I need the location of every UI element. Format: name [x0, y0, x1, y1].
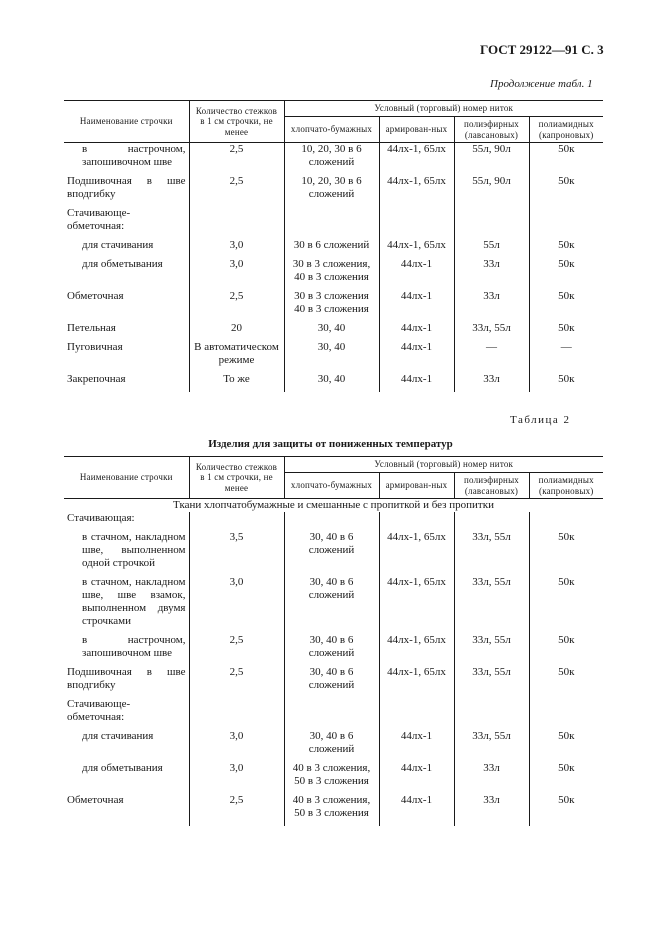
cell-polyester [454, 512, 529, 525]
cell-armored: 44лх-1, 65лх [379, 143, 454, 170]
cell-cotton: 30, 40 в 6 сложений [284, 576, 379, 628]
table-row [64, 576, 603, 628]
cell-armored [379, 207, 454, 233]
cell-armored: 44лх-1, 65лх [379, 666, 454, 692]
table-2-section-heading: Ткани хлопчатобумажные и смешанные с пропиткой и без пропитки [173, 499, 494, 512]
table-row [64, 634, 603, 660]
cell-cotton [284, 512, 379, 525]
cell-stitches: 3,0 [189, 762, 284, 788]
cell-polyamide: 50к [529, 730, 603, 756]
cell-armored: 44лх-1 [379, 322, 454, 335]
cell-armored: 44лх-1, 65лх [379, 239, 454, 252]
cell-polyester: 55л, 90л [454, 175, 529, 201]
cell-polyester: 33л [454, 794, 529, 820]
cell-polyester: 33л [454, 290, 529, 316]
cell-polyamide: 50к [529, 175, 603, 201]
cell-stitches: 3,0 [189, 576, 284, 628]
thread-table-2 [64, 456, 603, 826]
cell-stitches [189, 512, 284, 525]
cell-name: для обметывания [82, 258, 163, 271]
cell-stitches: 2,5 [189, 290, 284, 316]
cell-cotton: 40 в 3 сложения, 50 в 3 сложения [284, 762, 379, 788]
table-row [64, 730, 603, 756]
cell-name: Подшивочная в шве вподгибку [67, 175, 186, 201]
table-2-label: Таблица 2 [510, 414, 571, 426]
cell-polyamide: 50к [529, 373, 603, 386]
cell-polyamide [529, 698, 603, 724]
cell-polyamide: 50к [529, 634, 603, 660]
cell-armored [379, 512, 454, 525]
cell-cotton: 30, 40 в 6 сложений [284, 666, 379, 692]
cell-polyamide: 50к [529, 531, 603, 570]
header-polyamide: полиамидных (капроновых) [529, 472, 603, 499]
cell-polyamide: 50к [529, 794, 603, 820]
cell-armored: 44лх-1 [379, 373, 454, 386]
cell-polyamide: 50к [529, 666, 603, 692]
cell-stitches: 2,5 [189, 666, 284, 692]
cell-name: Стачивающая: [67, 512, 135, 525]
cell-armored: 44лх-1, 65лх [379, 175, 454, 201]
cell-polyester [454, 698, 529, 724]
cell-armored: 44лх-1 [379, 258, 454, 284]
cell-name: Подшивочная в шве вподгибку [67, 666, 186, 692]
cell-polyamide [529, 512, 603, 525]
cell-name: в настрочном, запошивочном шве [82, 143, 186, 169]
cell-cotton: 10, 20, 30 в 6 сложений [284, 143, 379, 170]
cell-stitches: В автоматическом режиме [189, 341, 284, 367]
cell-armored: 44лх-1 [379, 290, 454, 316]
header-stitches: Количество стежков в 1 см строчки, не менее [189, 101, 284, 143]
cell-name: в стачном, накладном шве, шве взамок, выполненном двумя строчками [82, 576, 186, 628]
cell-polyamide: 50к [529, 762, 603, 788]
cell-stitches: 2,5 [189, 143, 284, 170]
table-row [64, 666, 603, 692]
cell-cotton: 30, 40 [284, 341, 379, 367]
table-row [64, 762, 603, 788]
cell-armored: 44лх-1, 65лх [379, 531, 454, 570]
header-armored: армирован-ных [379, 472, 454, 499]
cell-polyamide [529, 207, 603, 233]
cell-polyamide: 50к [529, 143, 603, 170]
header-polyester: полиэфирных (лавсановых) [454, 116, 529, 143]
header-name: Наименование строчки [64, 101, 189, 143]
table-row [64, 794, 603, 820]
cell-name: Стачивающе-обметочная: [67, 698, 131, 724]
cell-stitches: То же [189, 373, 284, 386]
table-row [64, 322, 603, 335]
cell-name: Закрепочная [67, 373, 126, 386]
cell-cotton: 30 в 3 сложения 40 в 3 сложения [284, 290, 379, 316]
table-row [64, 258, 603, 284]
cell-stitches: 3,0 [189, 730, 284, 756]
cell-name: для стачивания [82, 239, 154, 252]
header-thread-group: Условный (торговый) номер ниток [284, 101, 603, 117]
cell-cotton: 30, 40 в 6 сложений [284, 531, 379, 570]
cell-polyester: — [454, 341, 529, 367]
cell-cotton: 10, 20, 30 в 6 сложений [284, 175, 379, 201]
cell-stitches [189, 698, 284, 724]
cell-armored: 44лх-1, 65лх [379, 576, 454, 628]
cell-armored: 44лх-1 [379, 341, 454, 367]
table-row [64, 512, 603, 525]
cell-cotton: 30, 40 [284, 322, 379, 335]
cell-polyester: 55л, 90л [454, 143, 529, 170]
header-stitches: Количество стежков в 1 см строчки, не менее [189, 457, 284, 499]
cell-polyamide: 50к [529, 290, 603, 316]
cell-name: Пуговичная [67, 341, 123, 354]
header-polyamide: полиамидных (капроновых) [529, 116, 603, 143]
cell-cotton: 30 в 3 сложения, 40 в 3 сложения [284, 258, 379, 284]
cell-name: в стачном, накладном шве, выполненном одной строчкой [82, 531, 186, 570]
cell-cotton: 30, 40 в 6 сложений [284, 730, 379, 756]
table-continuation-label: Продолжение табл. 1 [490, 78, 593, 90]
cell-polyester: 33л, 55л [454, 634, 529, 660]
cell-cotton: 30, 40 [284, 373, 379, 386]
cell-polyamide: 50к [529, 322, 603, 335]
header-name: Наименование строчки [64, 457, 189, 499]
cell-polyamide: 50к [529, 258, 603, 284]
header-thread-group: Условный (торговый) номер ниток [284, 457, 603, 473]
cell-cotton: 30 в 6 сложений [284, 239, 379, 252]
table-row [64, 341, 603, 367]
cell-polyester: 33л, 55л [454, 666, 529, 692]
cell-armored: 44лх-1, 65лх [379, 634, 454, 660]
cell-stitches: 3,0 [189, 258, 284, 284]
cell-name: Петельная [67, 322, 116, 335]
cell-stitches: 2,5 [189, 794, 284, 820]
header-polyester: полиэфирных (лавсановых) [454, 472, 529, 499]
table-row [64, 207, 603, 233]
cell-stitches: 2,5 [189, 634, 284, 660]
cell-polyester: 33л, 55л [454, 576, 529, 628]
cell-cotton [284, 207, 379, 233]
cell-polyester: 33л [454, 258, 529, 284]
cell-stitches [189, 207, 284, 233]
cell-stitches: 20 [189, 322, 284, 335]
cell-cotton: 30, 40 в 6 сложений [284, 634, 379, 660]
cell-name: Обметочная [67, 794, 124, 807]
cell-cotton [284, 698, 379, 724]
cell-stitches: 3,0 [189, 239, 284, 252]
thread-table-1 [64, 100, 603, 392]
cell-polyester [454, 207, 529, 233]
table-row [64, 175, 603, 201]
cell-stitches: 3,5 [189, 531, 284, 570]
table-row [64, 531, 603, 570]
cell-polyester: 33л, 55л [454, 322, 529, 335]
cell-polyamide: 50к [529, 239, 603, 252]
cell-name: для обметывания [82, 762, 163, 775]
cell-armored: 44лх-1 [379, 730, 454, 756]
table-row [64, 143, 603, 170]
header-cotton: хлопчато-бумажных [284, 472, 379, 499]
cell-polyester: 33л [454, 762, 529, 788]
cell-polyester: 33л, 55л [454, 730, 529, 756]
page-header-title: ГОСТ 29122—91 С. 3 [480, 42, 604, 57]
table-row [64, 698, 603, 724]
cell-cotton: 40 в 3 сложения, 50 в 3 сложения [284, 794, 379, 820]
cell-polyamide: — [529, 341, 603, 367]
table-row [64, 373, 603, 386]
cell-name: Обметочная [67, 290, 124, 303]
cell-name: в настрочном, запошивочном шве [82, 634, 186, 660]
cell-armored [379, 698, 454, 724]
cell-polyamide: 50к [529, 576, 603, 628]
cell-polyester: 33л, 55л [454, 531, 529, 570]
table-row [64, 239, 603, 252]
table-row [64, 290, 603, 316]
cell-polyester: 55л [454, 239, 529, 252]
cell-stitches: 2,5 [189, 175, 284, 201]
cell-armored: 44лх-1 [379, 794, 454, 820]
table-2-title: Изделия для защиты от пониженных температур [208, 438, 453, 450]
cell-name: Стачивающе-обметочная: [67, 207, 131, 233]
header-cotton: хлопчато-бумажных [284, 116, 379, 143]
header-armored: армирован-ных [379, 116, 454, 143]
cell-armored: 44лх-1 [379, 762, 454, 788]
cell-polyester: 33л [454, 373, 529, 386]
cell-name: для стачивания [82, 730, 154, 743]
